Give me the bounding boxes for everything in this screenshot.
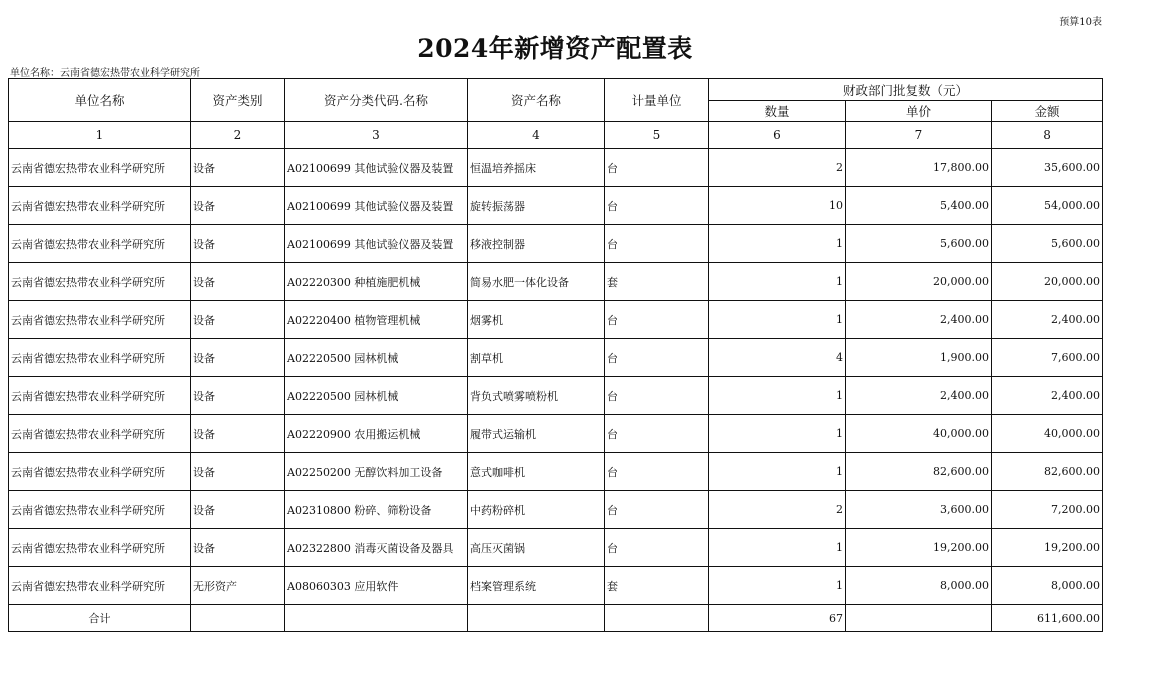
asset-name-cell: 简易水肥一体化设备 [468,263,605,301]
unit-name-cell: 云南省德宏热带农业科学研究所 [9,149,191,187]
asset-name-cell: 移液控制器 [468,225,605,263]
total-empty-cell [846,605,992,632]
table-row [9,529,1103,567]
unit-name-cell: 云南省德宏热带农业科学研究所 [9,529,191,567]
unit-name-cell: 云南省德宏热带农业科学研究所 [9,453,191,491]
measure-unit-cell: 套 [605,263,709,301]
column-number: 6 [709,122,846,149]
column-number: 7 [846,122,992,149]
column-number: 8 [992,122,1103,149]
header-amount: 金额 [992,101,1103,122]
asset-code-cell: A02220300 种植施肥机械 [285,263,468,301]
asset-code-cell: A02100699 其他试验仪器及装置 [285,149,468,187]
unit-price-cell: 19,200.00 [846,529,992,567]
asset-code-cell: A02100699 其他试验仪器及装置 [285,225,468,263]
header-unit-price: 单价 [846,101,992,122]
quantity-cell: 1 [709,567,846,605]
amount-cell: 8,000.00 [992,567,1103,605]
measure-unit-cell: 台 [605,453,709,491]
table-row [9,453,1103,491]
total-empty-cell [468,605,605,632]
quantity-cell: 1 [709,225,846,263]
column-number: 1 [9,122,191,149]
header-asset-code-name: 资产分类代码.名称 [285,79,468,122]
asset-code-cell: A02220400 植物管理机械 [285,301,468,339]
unit-price-cell: 2,400.00 [846,377,992,415]
table-row [9,225,1103,263]
table-row [9,263,1103,301]
table-number-label: 预算10表 [1059,17,1102,28]
total-row [9,605,1103,632]
unit-price-cell: 40,000.00 [846,415,992,453]
unit-price-cell: 5,600.00 [846,225,992,263]
asset-code-cell: A08060303 应用软件 [285,567,468,605]
asset-name-cell: 意式咖啡机 [468,453,605,491]
column-number-row [9,122,1103,149]
asset-name-cell: 高压灭菌锅 [468,529,605,567]
measure-unit-cell: 台 [605,491,709,529]
amount-cell: 7,200.00 [992,491,1103,529]
header-unit-name: 单位名称 [9,79,191,122]
table-row [9,149,1103,187]
measure-unit-cell: 台 [605,225,709,263]
amount-cell: 2,400.00 [992,377,1103,415]
total-empty-cell [285,605,468,632]
unit-price-cell: 8,000.00 [846,567,992,605]
asset-name-cell: 恒温培养摇床 [468,149,605,187]
unit-price-cell: 2,400.00 [846,301,992,339]
unit-price-cell: 5,400.00 [846,187,992,225]
unit-name-cell: 云南省德宏热带农业科学研究所 [9,187,191,225]
table-row [9,301,1103,339]
quantity-cell: 2 [709,149,846,187]
asset-code-cell: A02250200 无醇饮料加工设备 [285,453,468,491]
amount-cell: 19,200.00 [992,529,1103,567]
amount-cell: 5,600.00 [992,225,1103,263]
total-empty-cell [605,605,709,632]
table-row [9,415,1103,453]
unit-price-cell: 1,900.00 [846,339,992,377]
asset-category-cell: 设备 [191,415,285,453]
asset-name-cell: 履带式运输机 [468,415,605,453]
measure-unit-cell: 台 [605,377,709,415]
asset-name-cell: 档案管理系统 [468,567,605,605]
header-measure-unit: 计量单位 [605,79,709,122]
asset-code-cell: A02100699 其他试验仪器及装置 [285,187,468,225]
measure-unit-cell: 台 [605,529,709,567]
unit-name-cell: 云南省德宏热带农业科学研究所 [9,339,191,377]
asset-category-cell: 设备 [191,263,285,301]
measure-unit-cell: 台 [605,187,709,225]
quantity-cell: 2 [709,491,846,529]
amount-cell: 20,000.00 [992,263,1103,301]
quantity-cell: 4 [709,339,846,377]
asset-code-cell: A02310800 粉碎、筛粉设备 [285,491,468,529]
asset-category-cell: 设备 [191,377,285,415]
unit-name-cell: 云南省德宏热带农业科学研究所 [9,415,191,453]
unit-name-cell: 云南省德宏热带农业科学研究所 [9,377,191,415]
asset-category-cell: 设备 [191,301,285,339]
quantity-cell: 1 [709,263,846,301]
quantity-cell: 1 [709,377,846,415]
asset-name-cell: 旋转振荡器 [468,187,605,225]
header-approved-group: 财政部门批复数（元） [709,79,1103,101]
asset-code-cell: A02220500 园林机械 [285,377,468,415]
asset-category-cell: 设备 [191,491,285,529]
asset-category-cell: 设备 [191,149,285,187]
unit-name-cell: 云南省德宏热带农业科学研究所 [9,301,191,339]
measure-unit-cell: 台 [605,149,709,187]
quantity-cell: 1 [709,301,846,339]
quantity-cell: 10 [709,187,846,225]
table-row [9,187,1103,225]
unit-name-cell: 云南省德宏热带农业科学研究所 [9,225,191,263]
measure-unit-cell: 台 [605,301,709,339]
asset-category-cell: 设备 [191,187,285,225]
asset-category-cell: 设备 [191,339,285,377]
total-quantity: 67 [709,605,846,632]
asset-name-cell: 割草机 [468,339,605,377]
asset-category-cell: 设备 [191,453,285,491]
quantity-cell: 1 [709,415,846,453]
asset-code-cell: A02220900 农用搬运机械 [285,415,468,453]
table-row [9,567,1103,605]
amount-cell: 35,600.00 [992,149,1103,187]
total-empty-cell [191,605,285,632]
measure-unit-cell: 套 [605,567,709,605]
column-number: 2 [191,122,285,149]
asset-name-cell: 背负式喷雾喷粉机 [468,377,605,415]
unit-price-cell: 20,000.00 [846,263,992,301]
amount-cell: 54,000.00 [992,187,1103,225]
header-asset-name: 资产名称 [468,79,605,122]
header-asset-category: 资产类别 [191,79,285,122]
asset-code-cell: A02220500 园林机械 [285,339,468,377]
amount-cell: 40,000.00 [992,415,1103,453]
asset-allocation-table [8,78,1103,632]
unit-name-cell: 云南省德宏热带农业科学研究所 [9,263,191,301]
amount-cell: 2,400.00 [992,301,1103,339]
total-amount: 611,600.00 [992,605,1103,632]
header-quantity: 数量 [709,101,846,122]
asset-category-cell: 设备 [191,529,285,567]
table-row [9,339,1103,377]
page-title: 2024年新增资产配置表 [417,34,693,63]
unit-name-cell: 云南省德宏热带农业科学研究所 [9,491,191,529]
unit-price-cell: 82,600.00 [846,453,992,491]
unit-price-cell: 17,800.00 [846,149,992,187]
asset-category-cell: 设备 [191,225,285,263]
quantity-cell: 1 [709,453,846,491]
unit-price-cell: 3,600.00 [846,491,992,529]
table-row [9,491,1103,529]
amount-cell: 82,600.00 [992,453,1103,491]
asset-code-cell: A02322800 消毒灭菌设备及器具 [285,529,468,567]
unit-name-line: 单位名称：云南省德宏热带农业科学研究所 [10,68,200,79]
table-row [9,377,1103,415]
asset-name-cell: 烟雾机 [468,301,605,339]
total-label: 合计 [9,605,191,632]
column-number: 4 [468,122,605,149]
column-number: 3 [285,122,468,149]
unit-name-cell: 云南省德宏热带农业科学研究所 [9,567,191,605]
column-number: 5 [605,122,709,149]
measure-unit-cell: 台 [605,415,709,453]
asset-name-cell: 中药粉碎机 [468,491,605,529]
quantity-cell: 1 [709,529,846,567]
measure-unit-cell: 台 [605,339,709,377]
asset-category-cell: 无形资产 [191,567,285,605]
amount-cell: 7,600.00 [992,339,1103,377]
